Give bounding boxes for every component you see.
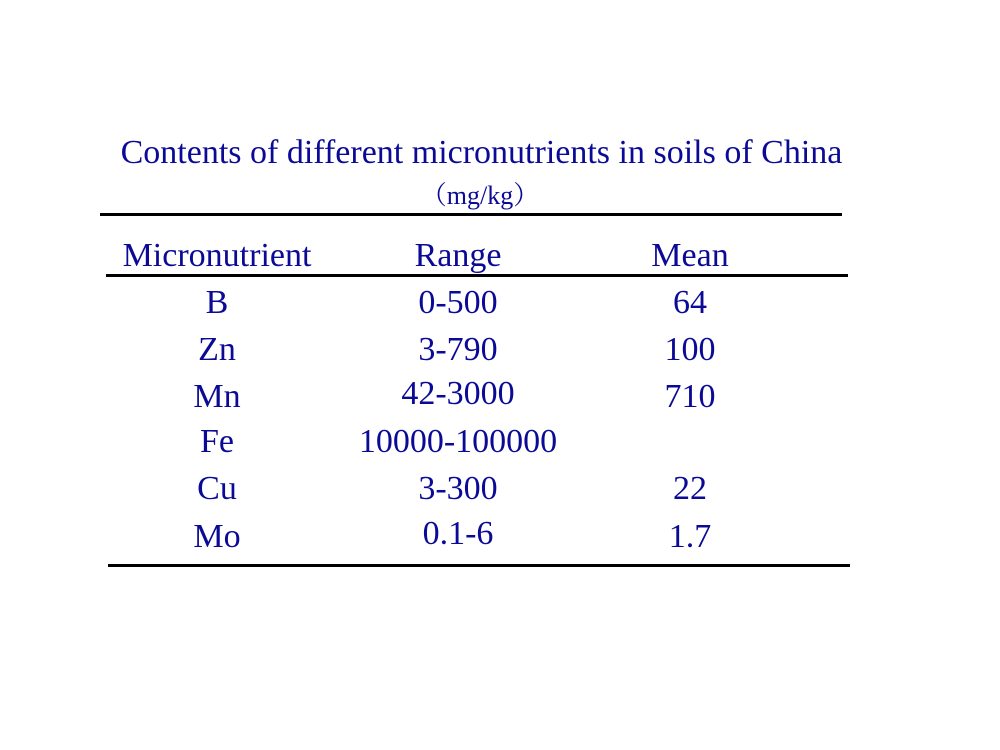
header-rule	[106, 274, 848, 277]
cell-nutrient: Mo	[193, 518, 241, 555]
cell-mean: 64	[673, 284, 707, 321]
top-rule	[100, 213, 842, 216]
cell-mean: 1.7	[668, 518, 712, 555]
cell-nutrient: Mn	[193, 378, 241, 415]
cell-range: 10000-100000	[358, 423, 558, 460]
cell-range: 3-300	[418, 470, 498, 507]
cell-mean: 22	[673, 470, 707, 507]
table-title: Contents of different micronutrients in soils of China	[120, 134, 843, 171]
cell-nutrient: Cu	[197, 470, 237, 507]
cell-range: 3-790	[418, 331, 498, 368]
cell-mean: 710	[664, 378, 716, 415]
cell-nutrient: Fe	[200, 423, 234, 460]
header-mean: Mean	[651, 237, 729, 274]
unit-label: （mg/kg）	[420, 181, 540, 210]
bottom-rule	[108, 564, 850, 567]
cell-range: 0.1-6	[422, 515, 494, 552]
header-range: Range	[414, 237, 502, 274]
cell-range: 42-3000	[401, 375, 515, 412]
cell-nutrient: B	[205, 284, 229, 321]
cell-range: 0-500	[418, 284, 498, 321]
cell-nutrient: Zn	[198, 331, 236, 368]
header-micronutrient: Micronutrient	[122, 237, 312, 274]
cell-mean: 100	[664, 331, 716, 368]
